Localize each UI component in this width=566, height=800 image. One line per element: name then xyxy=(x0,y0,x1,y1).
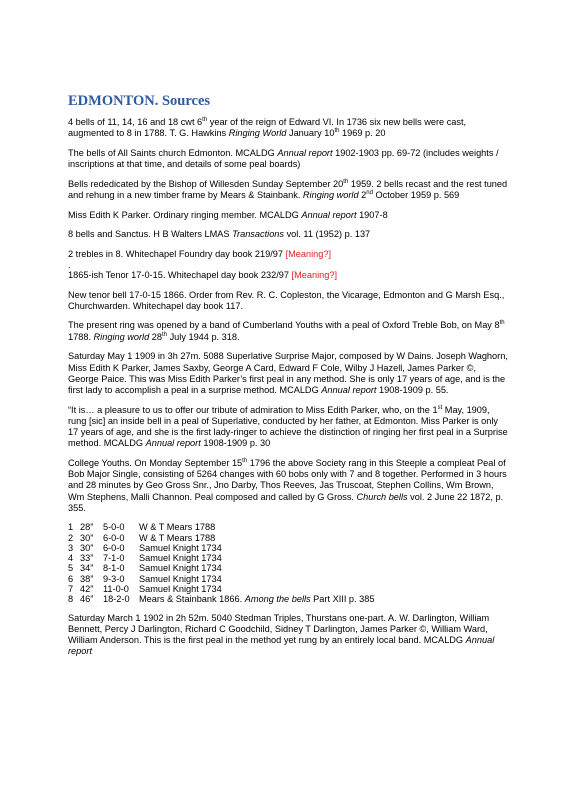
paragraph-12: College Youths. On Monday September 15th 1796 the above Society rang in this Steeple a compleat Peal of Bob Major Single, consisting of 5264 changes with 60 bobs only with 7 and 8 together. Performed in 3 hours and 28 minutes by Geo Gross Snr., Jno Darby, Thos Reeves, Jas Truscoat, Stephen Collins, Wm Brown, Wm Stephens, Malli Channon. Peal composed and called by G Gross. Church bells vol. 2 June 22 1872, p. 355. xyxy=(68,457,507,513)
paragraph-2: The bells of All Saints church Edmonton. MCALDG Annual report 1902-1903 pp. 69-72 (includes weights / inscriptions at that time, and details of some peal boards) xyxy=(68,147,499,170)
paragraph-3: Bells rededicated by the Bishop of Willesden Sunday September 20th 1959. 2 bells recast and the rest tuned and rehung in a new timber frame by Mears & Stainbank. Ringing world 2nd October 1959 p. 569 xyxy=(68,178,508,201)
page-title: EDMONTON. Sources xyxy=(68,93,211,109)
document-page xyxy=(68,93,508,666)
table-row: 6 38” 9-3-0 Samuel Knight 1734 xyxy=(68,573,222,584)
table-row: 4 33” 7-1-0 Samuel Knight 1734 xyxy=(68,553,222,564)
paragraph-4: Miss Edith K Parker. Ordinary ringing member. MCALDG Annual report 1907-8 xyxy=(68,209,388,220)
stray-dot: . xyxy=(68,259,71,270)
paragraph-1: 4 bells of 11, 14, 16 and 18 cwt 6th year of the reign of Edward VI. In 1736 six new bells were cast, augmented to 8 in 1788. T. G. Hawkins Ringing World January 10th 1969 p. 20 xyxy=(68,116,467,139)
paragraph-6: 2 trebles in 8. Whitechapel Foundry day book 219/97 [Meaning?] xyxy=(68,249,332,260)
table-row: 2 30” 6-0-0 W & T Mears 1788 xyxy=(68,532,216,543)
paragraph-9: The present ring was opened by a band of Cumberland Youths with a peal of Oxford Treble Bob, on May 8th 1788. Ringing world 28th July 1944 p. 318. xyxy=(68,320,505,342)
table-row: 3 30” 6-0-0 Samuel Knight 1734 xyxy=(68,542,222,553)
paragraph-7: 1865-ish Tenor 17-0-15. Whitechapel day book 232/97 [Meaning?] xyxy=(68,269,338,280)
paragraph-5: 8 bells and Sanctus. H B Walters LMAS Transactions vol. 11 (1952) p. 137 xyxy=(68,229,371,240)
table-row: 5 34” 8-1-0 Samuel Knight 1734 xyxy=(68,563,222,574)
paragraph-10: Saturday May 1 1909 in 3h 27m. 5088 Superlative Surprise Major, composed by W Dains. Joseph Waghorn, Miss Edith K Parker, James Saxby, George A Card, Edward F Cole, Wilby J Hazell, James Parker ©, George Paice. This was Miss Edith Parker’s first peal in any method. She is only 17 years of age, and is the first lady to accomplish a peal in a surprise method. MCALDG Annual report 1908-1909 p. 55. xyxy=(68,351,508,395)
paragraph-11: “It is… a pleasure to us to offer our tribute of admiration to Miss Edith Parker, who, on the 1st May, 1909, rung [sic] an inside bell in a peal of Superlative, conducted by her father, at Edmonton. Miss Parker is only 17 years of age, and she is the first lady-ringer to achieve the distinction of ringing her first peal in a Surprise method. MCALDG Annual report 1908-1909 p. 30 xyxy=(68,404,508,449)
paragraph-8: New tenor bell 17-0-15 1866. Order from Rev. R. C. Copleston, the Vicarage, Edmonton and G Marsh Esq., Churchwarden. Whitechapel day book 117. xyxy=(68,289,505,311)
table-row: 1 28” 5-0-0 W & T Mears 1788 xyxy=(68,522,216,533)
bells-table xyxy=(68,522,374,604)
paragraph-13: Saturday March 1 1902 in 2h 52m. 5040 Stedman Triples, Thurstans one-part. A. W. Darlington, William Bennett, Percy J Darlington, Richard C Goodchild, Sidney T Darlington, James Parker ©, William Ward, William Anderson. This is the first peal in the method yet rung by an entirely local band. MCALDG Annual report xyxy=(68,612,495,657)
table-row: 7 42” 11-0-0 Samuel Knight 1734 xyxy=(68,583,222,594)
table-row: 8 46” 18-2-0 Mears & Stainbank 1866. Among the bells Part XIII p. 385 xyxy=(68,593,375,604)
